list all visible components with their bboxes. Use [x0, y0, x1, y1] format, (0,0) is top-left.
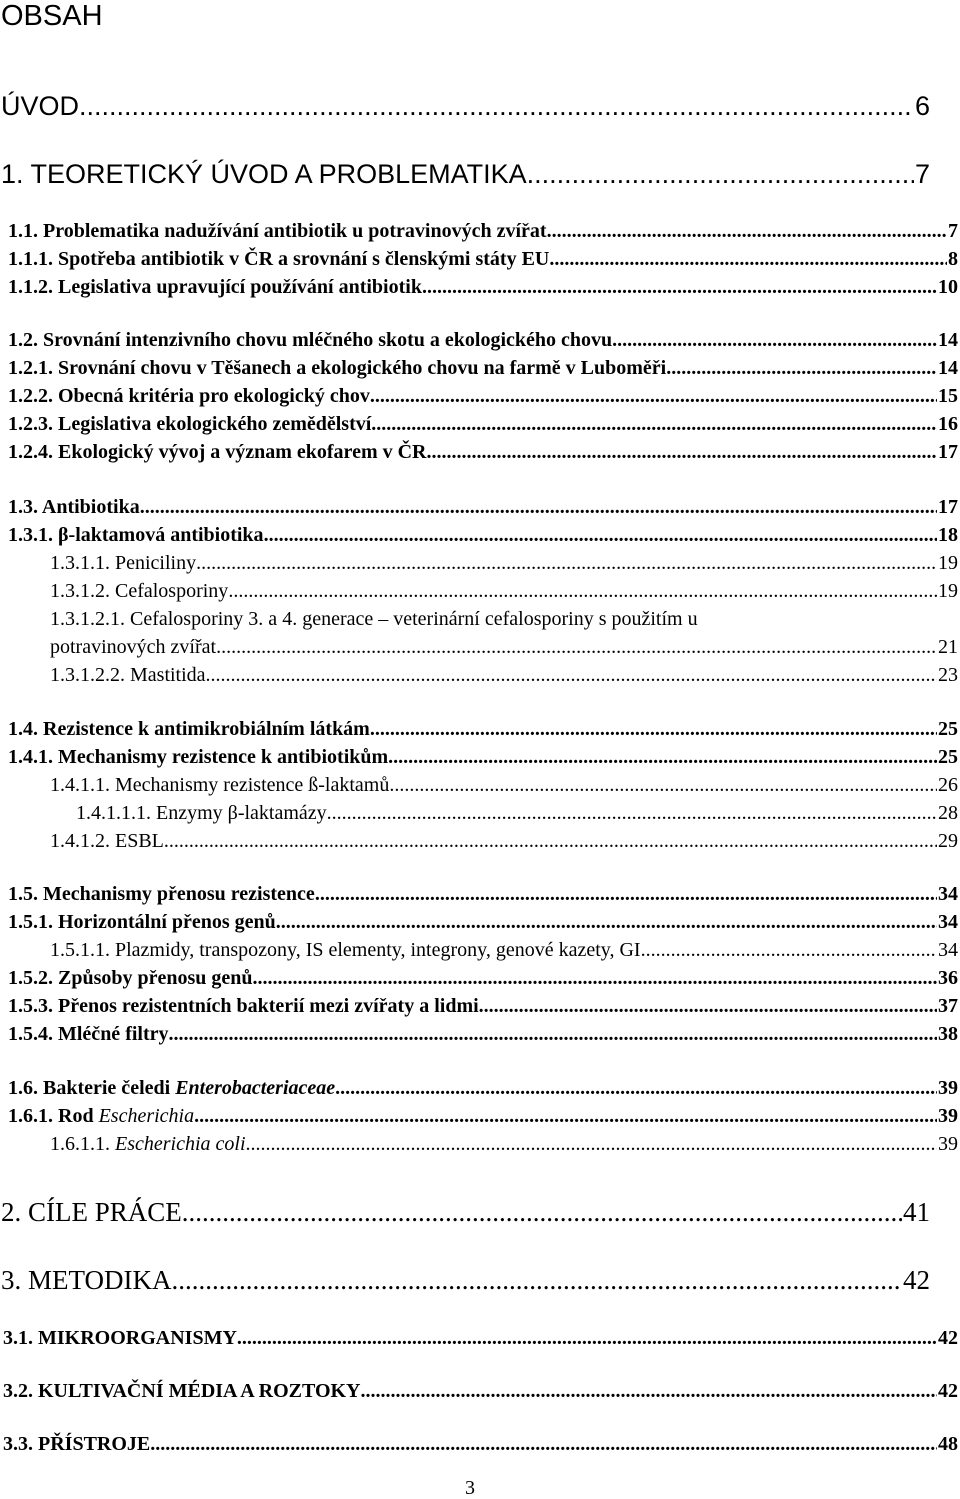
toc-page-number: 34	[938, 939, 958, 961]
toc-entry-text: 1.5.3. Přenos rezistentních bakterií mezi zvířaty a lidmi	[8, 995, 479, 1017]
toc-page-number: 14	[938, 329, 958, 351]
toc-entry-3-2[interactable]	[3, 1378, 958, 1404]
toc-entry-1-2[interactable]	[8, 327, 958, 353]
toc-entry-1-6[interactable]	[8, 1075, 958, 1101]
toc-entry-1-3-1[interactable]	[8, 522, 958, 548]
toc-entry-text	[8, 1103, 194, 1129]
toc-leader-dots	[547, 218, 947, 244]
toc-leader-dots	[140, 494, 937, 520]
toc-page-number: 39	[938, 1133, 958, 1155]
toc-entry-1-2-2[interactable]	[8, 383, 958, 409]
toc-leader-dots	[246, 1131, 937, 1157]
toc-leader-dots	[182, 1196, 902, 1228]
toc-page-number: 37	[938, 995, 958, 1017]
toc-leader-dots	[389, 772, 937, 798]
toc-leader-dots	[370, 383, 937, 409]
toc-entry-text: 1.4.1. Mechanismy rezistence k antibiotikům	[8, 746, 389, 768]
toc-entry-text: 1.4.1.2. ESBL	[50, 830, 164, 852]
toc-entry-text: 1.3.1. β-laktamová antibiotika	[8, 524, 264, 546]
toc-entry-text: 1.4. Rezistence k antimikrobiálním látkám	[8, 718, 370, 740]
toc-entry-text: 1. TEORETICKÝ ÚVOD A PROBLEMATIKA	[1, 159, 527, 189]
toc-page-number: 18	[938, 524, 958, 546]
toc-page-number: 34	[938, 883, 958, 905]
toc-entry-text: 3.2. KULTIVAČNÍ MÉDIA A ROZTOKY	[3, 1380, 361, 1402]
toc-page-number: 28	[938, 802, 958, 824]
toc-entry-text: 1.3.1.2.2. Mastitida	[50, 664, 206, 686]
toc-page-number: 14	[938, 357, 958, 379]
toc-entry-text: 2. CÍLE PRÁCE	[1, 1197, 182, 1227]
toc-leader-dots	[194, 1103, 937, 1129]
toc-entry-1-5-2[interactable]	[8, 965, 958, 991]
toc-page-number: 26	[938, 774, 958, 796]
toc-entry-italic: Escherichia	[98, 1105, 195, 1127]
toc-leader-dots	[172, 1264, 903, 1296]
toc-page-number: 38	[938, 1023, 958, 1045]
toc-page-number: 42	[938, 1380, 958, 1402]
toc-entry-text: 1.5.1. Horizontální přenos genů	[8, 911, 276, 933]
toc-leader-dots	[371, 411, 937, 437]
toc-entry-1-2-4[interactable]	[8, 439, 958, 465]
toc-entry-text: 3. METODIKA	[1, 1265, 172, 1295]
toc-page-number: 6	[914, 91, 930, 121]
toc-leader-dots	[549, 246, 947, 272]
toc-entry-text: 1.3. Antibiotika	[8, 496, 140, 518]
toc-leader-dots	[479, 993, 937, 1019]
toc-entry-text: 1.1. Problematika nadužívání antibiotik u potravinových zvířat	[8, 220, 547, 242]
toc-entry-3-1[interactable]	[3, 1325, 958, 1351]
toc-leader-dots	[427, 439, 938, 465]
toc-entry-text: 1.5.1.1. Plazmidy, transpozony, IS elementy, integrony, genové kazety, GI	[50, 939, 641, 961]
toc-page-number: 42	[903, 1265, 930, 1295]
toc-entry-1-3-1-2-1[interactable]	[50, 634, 958, 660]
toc-page-number: 7	[914, 159, 930, 189]
toc-leader-dots	[276, 909, 937, 935]
toc-entry-text: 3.3. PŘÍSTROJE	[3, 1433, 151, 1455]
toc-entry-3-3[interactable]	[3, 1431, 958, 1457]
toc-page-number: 7	[948, 220, 958, 242]
toc-entry-1-3[interactable]	[8, 494, 958, 520]
toc-leader-dots	[641, 937, 937, 963]
toc-page-number: 23	[938, 664, 958, 686]
toc-entry-1-4-1-1[interactable]	[50, 772, 958, 798]
toc-entry-text: 1.2.3. Legislativa ekologického zemědělství	[8, 413, 372, 435]
toc-entry-text: 1.4.1.1. Mechanismy rezistence ß-laktamů	[50, 774, 390, 796]
toc-page-number: 25	[938, 746, 958, 768]
toc-entry-prefix: 1.6.1. Rod	[8, 1105, 99, 1127]
toc-entry-text: 1.1.2. Legislativa upravující používání antibiotik	[8, 276, 422, 298]
toc-entry-1-4-1-2[interactable]	[50, 828, 958, 854]
toc-entry-1-1[interactable]	[8, 218, 958, 244]
toc-entry-1-5-1[interactable]	[8, 909, 958, 935]
toc-leader-dots	[206, 662, 937, 688]
toc-page-number: 42	[938, 1327, 958, 1349]
toc-entry-1-3-1-2-2[interactable]	[50, 662, 958, 688]
toc-entry-1-5-1-1[interactable]	[50, 937, 958, 963]
toc-leader-dots	[164, 828, 937, 854]
toc-entry-1-2-3[interactable]	[8, 411, 958, 437]
toc-page-number: 15	[938, 385, 958, 407]
toc-page-number: 25	[938, 718, 958, 740]
toc-entry-text: 1.3.1.2. Cefalosporiny	[50, 580, 229, 602]
toc-page-number: 34	[938, 911, 958, 933]
toc-entry-italic: Enterobacteriaceae	[175, 1077, 336, 1099]
toc-entry-1-5-3[interactable]	[8, 993, 958, 1019]
toc-page-number: 17	[938, 496, 958, 518]
toc-entry-text: 1.5.4. Mléčné filtry	[8, 1023, 169, 1045]
toc-leader-dots	[196, 550, 937, 576]
toc-leader-dots	[79, 90, 914, 122]
toc-page-number: 21	[938, 636, 958, 658]
toc-entry-text: 1.2.1. Srovnání chovu v Těšanech a ekologického chovu na farmě v Luboměři	[8, 357, 667, 379]
toc-leader-dots	[527, 158, 914, 190]
toc-entry-text: 1.5. Mechanismy přenosu rezistence	[8, 883, 315, 905]
toc-leader-dots	[237, 1325, 937, 1351]
toc-leader-dots	[253, 965, 937, 991]
toc-entry-1-4-1[interactable]	[8, 744, 958, 770]
toc-page-number: 19	[938, 580, 958, 602]
toc-entry-prefix: 1.6.1.1.	[50, 1133, 115, 1155]
toc-entry-text: 1.5.2. Způsoby přenosu genů	[8, 967, 253, 989]
toc-leader-dots	[361, 1378, 938, 1404]
toc-entry-text: 1.2.2. Obecná kritéria pro ekologický chov	[8, 385, 370, 407]
toc-leader-dots	[370, 716, 937, 742]
toc-entry-1-1-1[interactable]	[8, 246, 958, 272]
toc-entry-1-3-1-2[interactable]	[50, 578, 958, 604]
toc-entry-1-3-1-2-1-first-line[interactable]: 1.3.1.2.1. Cefalosporiny 3. a 4. generace – veterinární cefalosporiny s použitím u	[50, 608, 698, 630]
toc-page-number: 19	[938, 552, 958, 574]
toc-leader-dots	[216, 634, 937, 660]
toc-page-number: 10	[938, 276, 958, 298]
toc-entry-1-5-4[interactable]	[8, 1021, 958, 1047]
toc-entry-text: 1.2. Srovnání intenzivního chovu mléčného skotu a ekologického chovu	[8, 329, 613, 351]
toc-page-number: 17	[938, 441, 958, 463]
toc-leader-dots	[422, 274, 937, 300]
toc-leader-dots	[150, 1431, 937, 1457]
toc-entry-text: 1.2.4. Ekologický vývoj a význam ekofarem v ČR	[8, 441, 427, 463]
toc-page-number: 39	[938, 1077, 958, 1099]
toc-entry-1-4-1-1-1[interactable]	[76, 800, 958, 826]
toc-entry-1-4[interactable]	[8, 716, 958, 742]
toc-leader-dots	[169, 1021, 938, 1047]
toc-entry-1-5[interactable]	[8, 881, 958, 907]
toc-leader-dots	[666, 355, 937, 381]
toc-page-number: 48	[938, 1433, 958, 1455]
toc-entry-teoreticky-uvod[interactable]	[1, 158, 930, 190]
toc-entry-text: potravinových zvířat	[50, 636, 217, 658]
toc-entry-1-3-1-1[interactable]	[50, 550, 958, 576]
toc-leader-dots	[228, 578, 937, 604]
page-number: 3	[465, 1477, 475, 1499]
toc-entry-1-6-1[interactable]	[8, 1103, 958, 1129]
toc-page-number: 36	[938, 967, 958, 989]
toc-entry-text: 1.3.1.1. Peniciliny	[50, 552, 197, 574]
toc-leader-dots	[315, 881, 937, 907]
toc-leader-dots	[388, 744, 937, 770]
toc-entry-italic: Escherichia coli	[115, 1133, 246, 1155]
toc-leader-dots	[335, 1075, 937, 1101]
toc-page-number: 8	[948, 248, 958, 270]
toc-entry-text	[50, 1131, 246, 1157]
toc-entry-text: ÚVOD	[1, 91, 80, 121]
toc-entry-1-2-1[interactable]	[8, 355, 958, 381]
toc-page-number: 16	[938, 413, 958, 435]
toc-leader-dots	[327, 800, 937, 826]
page-title: OBSAH	[1, 0, 103, 32]
toc-leader-dots	[264, 522, 937, 548]
toc-leader-dots	[612, 327, 937, 353]
toc-entry-1-6-1-1[interactable]	[50, 1131, 958, 1157]
toc-entry-text: 3.1. MIKROORGANISMY	[3, 1327, 237, 1349]
toc-entry-text	[8, 1075, 335, 1101]
toc-entry-1-1-2[interactable]	[8, 274, 958, 300]
toc-entry-prefix: 1.6. Bakterie čeledi	[8, 1077, 176, 1099]
toc-entry-metodika[interactable]	[1, 1264, 930, 1296]
toc-page-number: 41	[903, 1197, 930, 1227]
toc-entry-text: 1.1.1. Spotřeba antibiotik v ČR a srovnání s členskými státy EU	[8, 248, 550, 270]
toc-entry-cile-prace[interactable]	[1, 1196, 930, 1228]
toc-entry-uvod[interactable]	[1, 90, 930, 122]
toc-page-number: 29	[938, 830, 958, 852]
toc-entry-text: 1.4.1.1.1. Enzymy β-laktamázy	[76, 802, 327, 824]
toc-page-number: 39	[938, 1105, 958, 1127]
